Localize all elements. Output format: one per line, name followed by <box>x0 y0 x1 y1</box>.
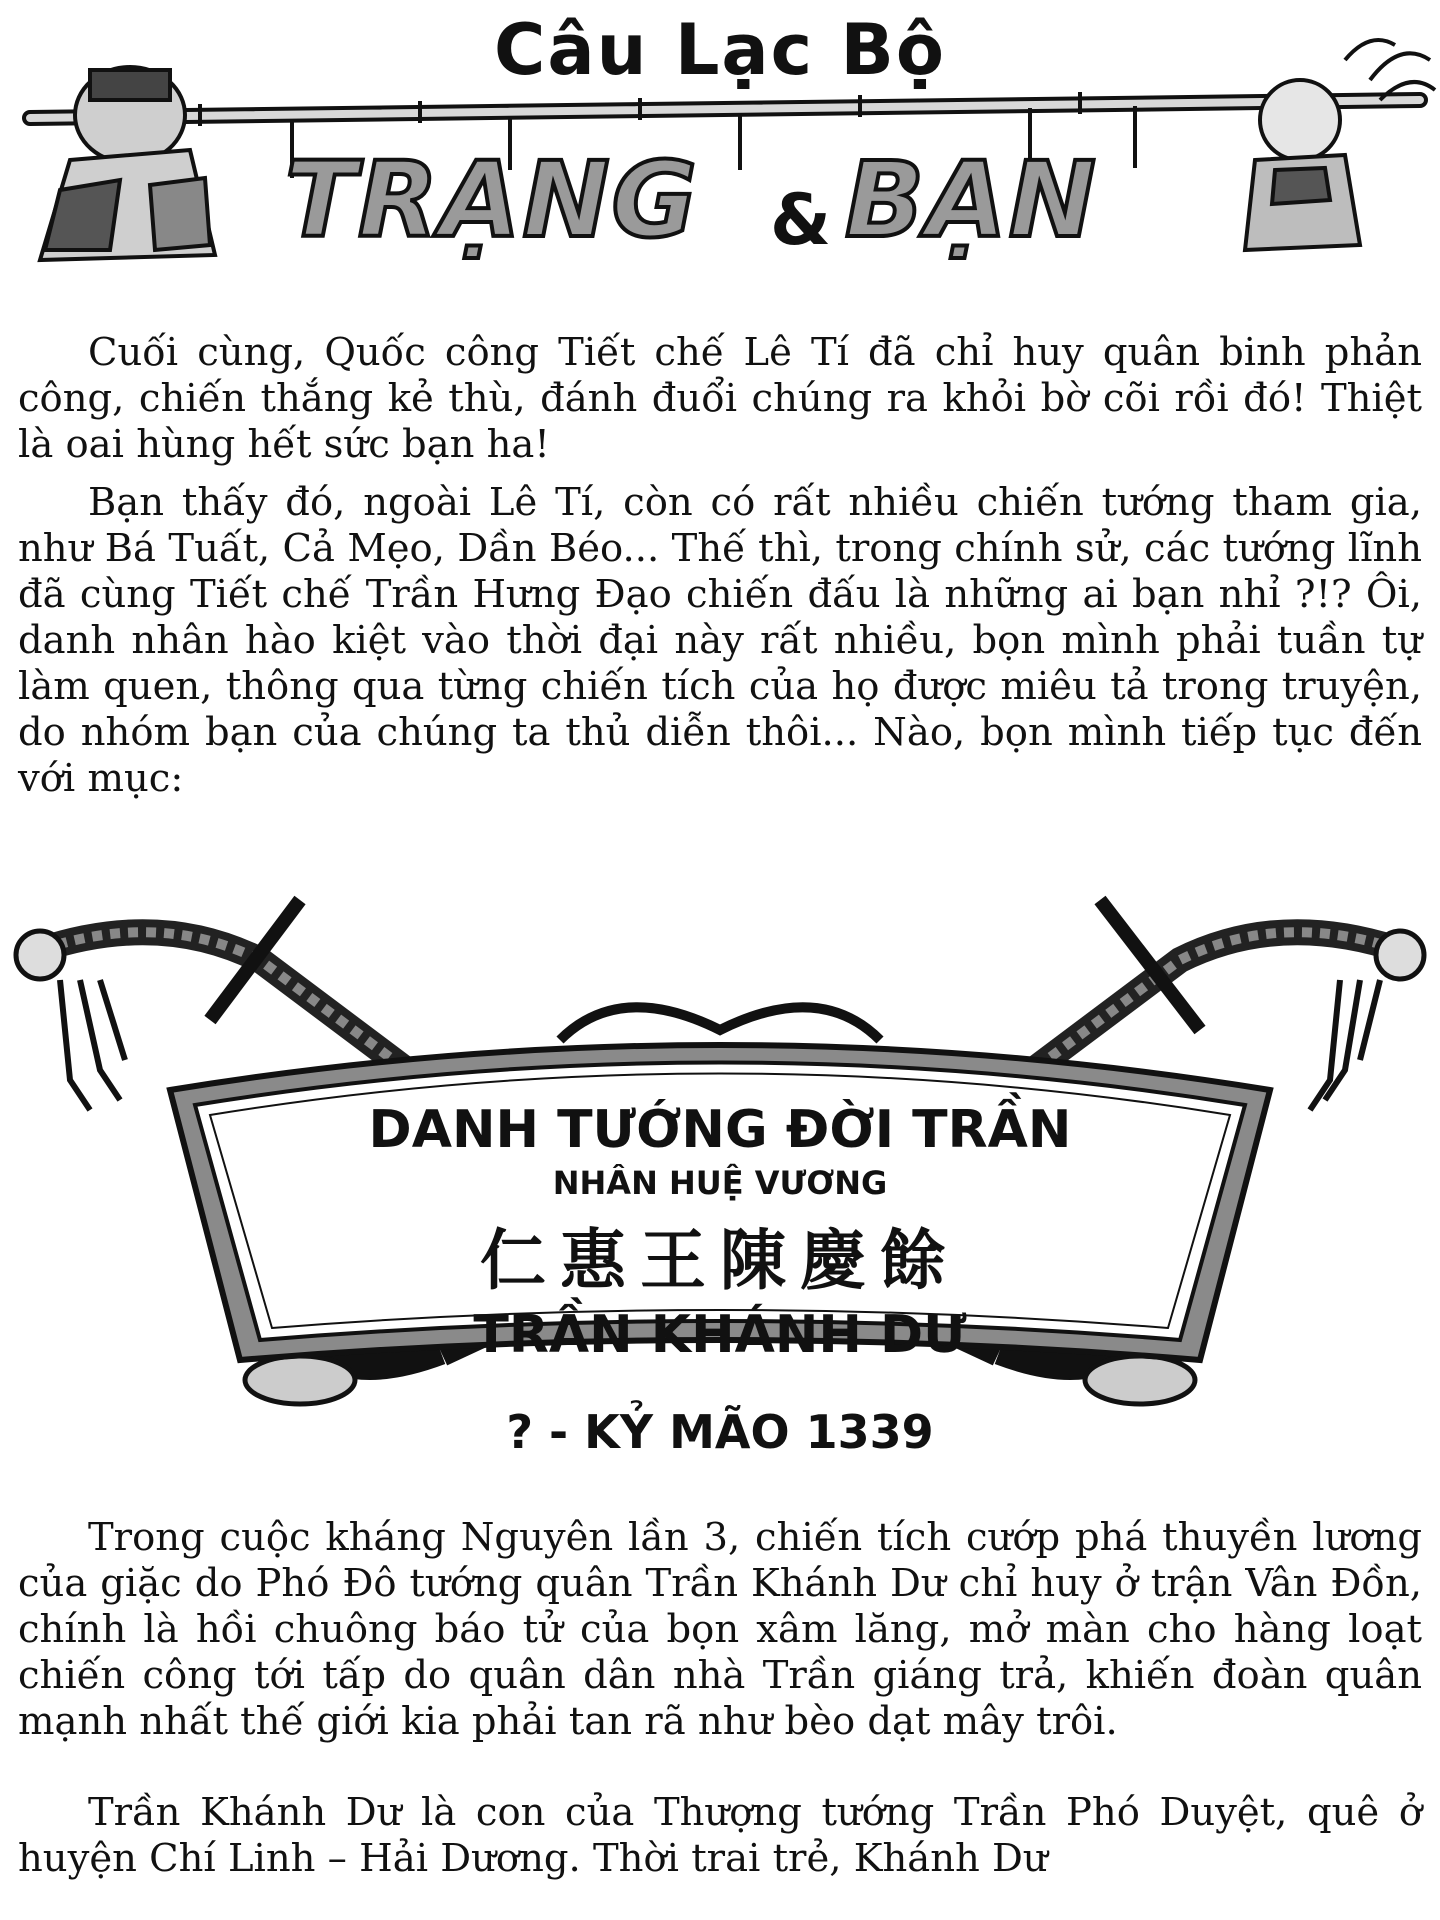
plaque-subtitle: NHÂN HUỆ VƯƠNG <box>552 1164 888 1202</box>
plaque-name: TRẦN KHÁNH DƯ <box>473 1305 967 1365</box>
plaque-han-characters: 仁惠王陳慶餘 <box>480 1221 960 1299</box>
paragraph-3: Trong cuộc kháng Nguyên lần 3, chiến tích cướp phá thuyền lương của giặc do Phó Đô tướng quân Trần Khánh Dư chỉ huy ở trận Vân Đồn, chính là hồi chuông báo tử của bọn xâm lăng, mở màn cho hàng loạt chiến công tới tấp do quân dân nhà Trần giáng trả, khiến đoàn quân mạnh nhất thế giới kia phải tan rã như bèo dạt mây trôi. <box>18 1515 1422 1744</box>
paragraph-1: Cuối cùng, Quốc công Tiết chế Lê Tí đã chỉ huy quân binh phản công, chiến thắng kẻ thù, đánh đuổi chúng ra khỏi bờ cõi rồi đó! Thiệt là oai hùng hết sức bạn ha! <box>18 330 1422 467</box>
plaque-heading: DANH TƯỚNG ĐỜI TRẦN <box>368 1100 1072 1160</box>
page-header <box>0 0 1440 280</box>
child-figure-right <box>1245 40 1435 250</box>
title-word-ban: BẠN <box>845 139 1098 261</box>
paragraph-2: Bạn thấy đó, ngoài Lê Tí, còn có rất nhiều chiến tướng tham gia, như Bá Tuất, Cả Mẹo, Dần Béo... Thế thì, trong chính sử, các tướng lĩnh đã cùng Tiết chế Trần Hưng Đạo chiến đấu là những ai bạn nhỉ ?!? Ôi, danh nhân hào kiệt vào thời đại này rất nhiều, bọn mình phải tuần tự làm quen, thông qua từng chiến tích của họ được miêu tả trong truyện, do nhóm bạn của chúng ta thủ diễn thôi... Nào, bọn mình tiếp tục đến với mục: <box>18 480 1422 801</box>
title-ampersand: & <box>770 179 834 261</box>
title-word-trang: TRẠNG <box>285 139 699 261</box>
paragraph-4: Trần Khánh Dư là con của Thượng tướng Trần Phó Duyệt, quê ở huyện Chí Linh – Hải Dương. Thời trai trẻ, Khánh Dư <box>18 1790 1422 1881</box>
club-title: Câu Lạc Bộ <box>494 9 946 91</box>
plaque-years: ? - KỶ MÃO 1339 <box>506 1405 934 1459</box>
scholar-figure-left <box>40 67 215 260</box>
